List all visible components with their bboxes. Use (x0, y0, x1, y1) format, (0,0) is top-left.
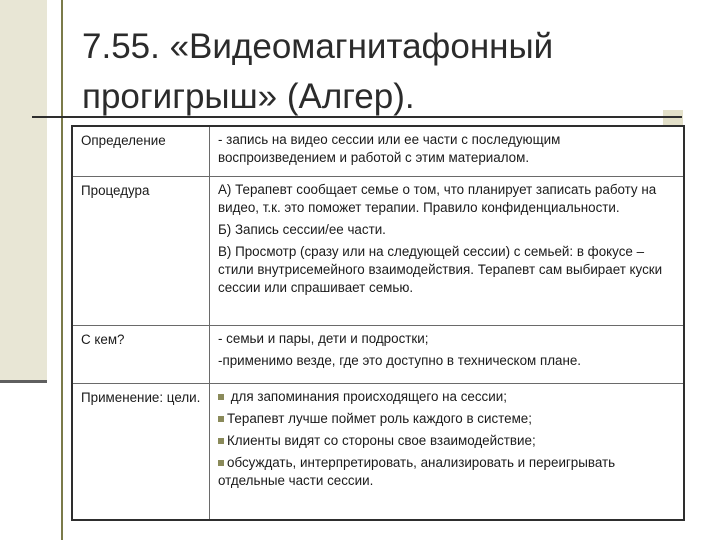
slide-title-line-2: прогигрыш» (Алгер). (82, 77, 415, 116)
table-row (72, 177, 684, 326)
slide-title-line-1: 7.55. «Видеомагнитафонный (82, 27, 554, 66)
table-row (72, 384, 684, 521)
row-text: - запись на видео сессии или ее части с последующим воспроизведением и работой с этим материалом. (218, 132, 561, 165)
slide-title (82, 22, 682, 122)
row-body (210, 326, 685, 384)
row-body (210, 126, 685, 177)
decorative-band-underline (0, 380, 47, 383)
row-text: Б) Запись сессии/ее части. (218, 222, 386, 237)
row-body (210, 177, 685, 326)
table-row (72, 126, 684, 177)
row-label: Процедура (72, 177, 210, 326)
list-item (218, 454, 677, 490)
row-text: А) Терапевт сообщает семье о том, что планирует записать работу на видео, т.к. это поможет терапии. Правило конфиденциальности. (218, 182, 657, 215)
row-label: С кем? (72, 326, 210, 384)
row-text: - семьи и пары, дети и подростки; (218, 331, 429, 346)
decorative-left-band (0, 0, 47, 383)
list-item-text: Клиенты видят со стороны свое взаимодействие; (227, 433, 536, 448)
square-bullet-icon (218, 438, 224, 444)
square-bullet-icon (218, 416, 224, 422)
row-text: В) Просмотр (сразу или на следующей сессии) с семьей: в фокусе – стили внутрисемейного взаимодействия. Терапевт сам выбирает куски сессии или спрашивает семью. (218, 244, 663, 295)
row-text: -применимо везде, где это доступно в техническом плане. (218, 353, 582, 368)
table-row (72, 326, 684, 384)
content-table (71, 125, 685, 521)
square-bullet-icon (218, 394, 224, 400)
list-item-text: для запоминания происходящего на сессии; (227, 389, 507, 404)
list-item (218, 432, 677, 450)
square-bullet-icon (218, 460, 224, 466)
decorative-vertical-line (61, 0, 63, 540)
list-item-text: обсуждать, интерпретировать, анализировать и переигрывать отдельные части сессии. (218, 455, 616, 488)
row-body (210, 384, 685, 521)
row-label: Применение: цели. (72, 384, 210, 521)
row-label: Определение (72, 126, 210, 177)
list-item (218, 388, 677, 406)
list-item (218, 410, 677, 428)
list-item-text: Терапевт лучше поймет роль каждого в системе; (227, 411, 532, 426)
